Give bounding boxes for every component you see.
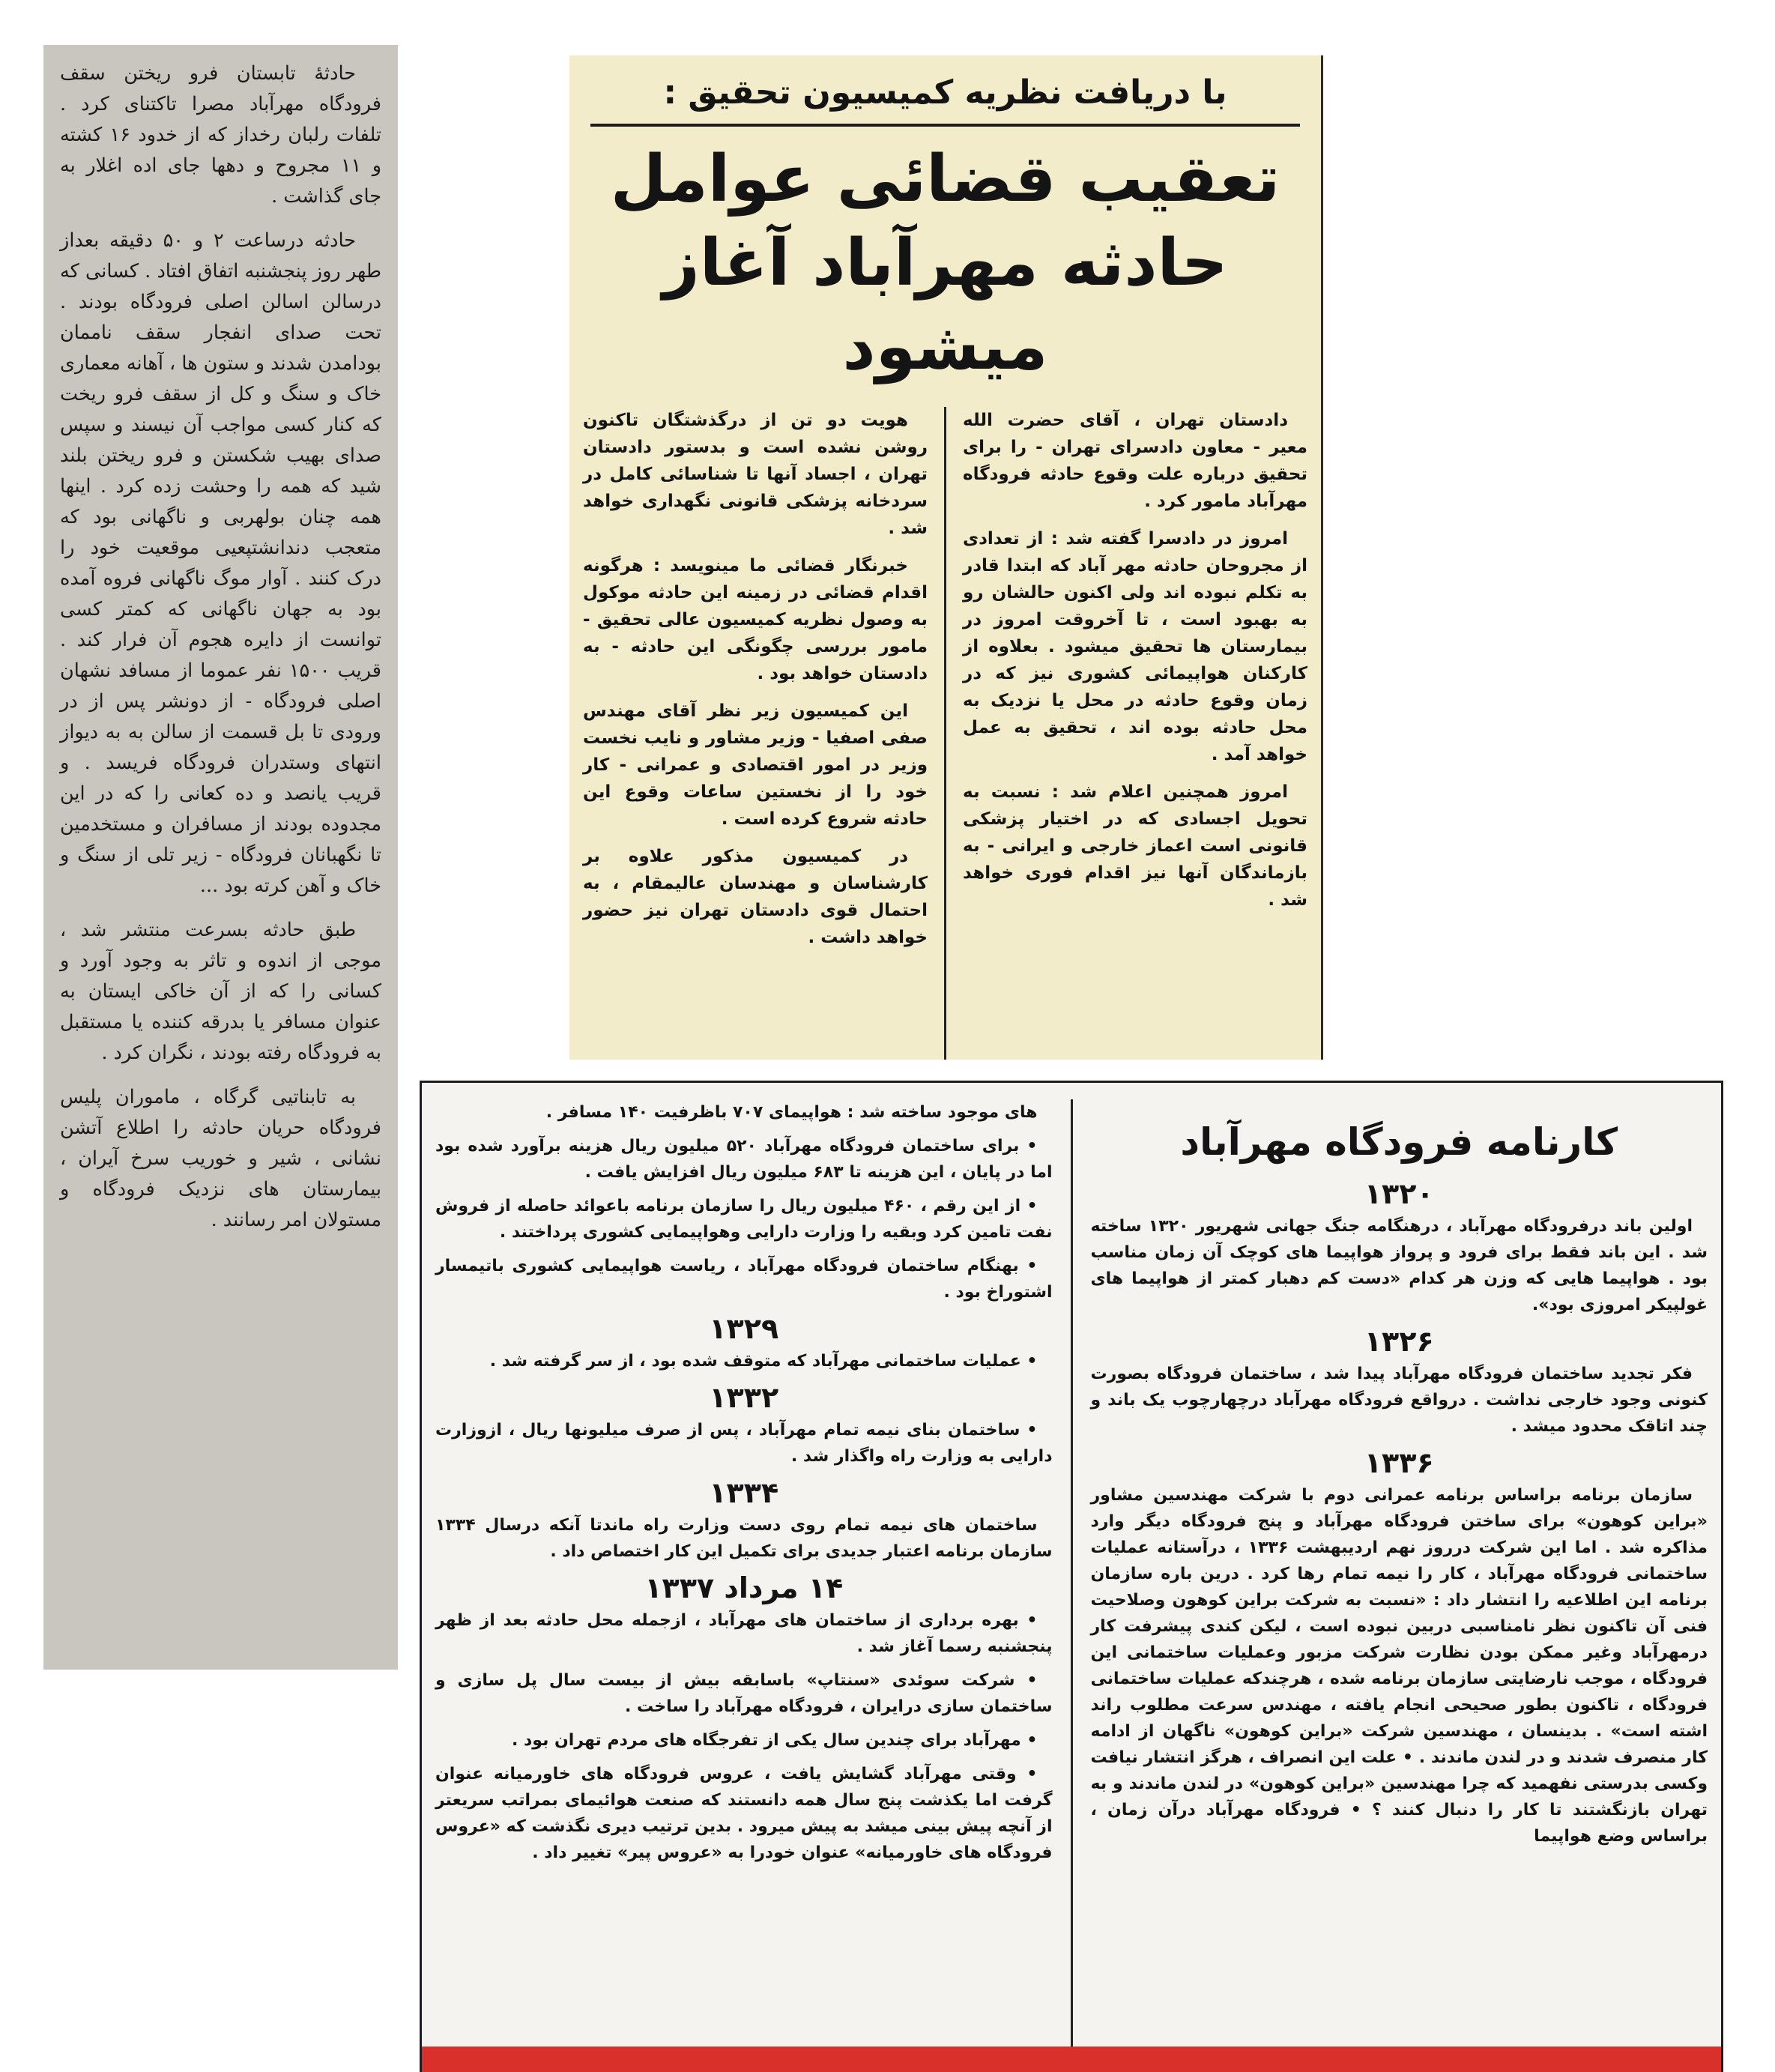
timeline-entry: فکر تجدید ساختمان فرودگاه مهرآباد پیدا شد ، ساختمان فرودگاه بصورت کنونی وجود خارجی نداشت . درواقع فرودگاه مهرآباد درچهارچوب یک باند و چند اتاقک محدود میشد . [1090, 1365, 1708, 1436]
article-paragraph: امروز در دادسرا گفته شد : از تعدادی از مجروحان حادثه مهر آباد که ابتدا قادر به تکلم نبوده اند ولی اکنون حالشان رو به بهبود است ، تا آخروقت امروز در بیمارستان ها تحقیق میشود . بعلاوه از کارکنان هواپیمائی کشوری نیز که در زمان وقوع حادثه در محل یا نزدیک به محل حادثه بوده اند ، تحقیق به عمل خواهد آمد . [963, 529, 1307, 764]
timeline-column-left [435, 1099, 1053, 2072]
timeline-year: ۱۳۲۹ [709, 1312, 779, 1345]
timeline-year: ۱۳۲۶ [1364, 1325, 1434, 1358]
left-paragraph: حادثه درساعت ۲ و ۵۰ دقیقه بعداز طهر روز پنجشنبه اتفاق افتاد . کسانی که درسالن اسالن اصلی فرودگاه بودند . تحت صدای انفجار سقف ناممان بودامدن شدند و ستون ها ، آهانه معماری خاک و سنگ و کل از سقف فرو ریخت که کنار کسی مواجب آن نیسند و سپس صدای بهیب شکستن و فرو ریختن بلند شید که همه را وحشت زده کرد . اینها همه چنان بولهربی و ناگهانی بود که متعجب دندانشتپعیی موقعیت خود را درک کنند . آوار موگ ناگهانی فروه آمده بود به جهان ناگهانی که کمتر کسی توانست از دایره هجوم آن فرار کند . قریب ۱۵۰۰ نفر عموما از مسافد نشهان اصلی فرودگاه - از دونشر پس از در ورودی تا بل قسمت از سالن به به دیواز انتهای وستدران فرودگاه فریسد . و قریب یانصد و ده کعانی را که در این مجدوده بودند از مسافران و مستخدمین تا نگهبانان فرودگاه - زیر تلی از سنگ و خاک و آهن کرته بود ... [60, 229, 381, 897]
article-columns [583, 407, 1307, 1060]
timeline-entry: • مهرآباد برای چندین سال یکی از تفرجگاه های مردم تهران بود . [435, 1727, 1053, 1754]
left-news-clipping [43, 45, 398, 1670]
timeline-column-right [1091, 1099, 1708, 2072]
kicker-divider [590, 124, 1300, 127]
article-paragraph: هویت دو تن از درگذشتگان تاکنون روشن نشده است و بدستور دادستان تهران ، اجساد آنها تا شناسائی کامل در سردخانه پزشکی قانونی نگهداری خواهد شد . [583, 411, 928, 538]
article-kicker: با دریافت نظریه کمیسیون تحقیق : [663, 73, 1227, 112]
column-divider [944, 407, 946, 1060]
timeline-year: ۱۳۲۰ [1364, 1177, 1434, 1210]
timeline-entry: • وقتی مهرآباد گشایش یافت ، عروس فرودگاه های خاورمیانه عنوان گرفت اما یکذشت پنج سال همه دانستند که صنعت هوائیمای بمراتب سریعتر از آنچه پیش بینی میشد به پیش میرود . بدین ترتیب دیری نگذشت که «عروس فرودگاه های خاورمیانه» عنوان خودرا به «عروس پیر» تغییر داد . [435, 1761, 1053, 1866]
left-paragraph: حادثهٔ تابستان فرو ریختن سقف فرودگاه مهرآباد مصرا تاکتنای کرد . تلفات رلبان رخداز که از خدود ۱۶ کشته و ۱۱ مجروح و دهها جای اده اغلار به جای گذاشت . [60, 62, 382, 208]
timeline-entry: • از این رقم ، ۴۶۰ میلیون ریال را سازمان برنامه باعوائد حاصله از فروش نفت تامین کرد وبقیه را وزارت دارایی وهواپیمایی کشوری پرداختند . [435, 1193, 1053, 1245]
left-paragraph: به تابناتیی گرگاه ، ماموران پلیس فرودگاه حریان حادثه را اطلاع آتشن نشانی ، شیر و خوریب سرخ آیران ، بیمارستان های نزدیک فرودگاه و مستولان امر رسانند . [60, 1086, 381, 1231]
timeline-entry: • برای ساختمان فرودگاه مهرآباد ۵۲۰ میلیون ریال هزینه برآورد شده بود اما در پایان ، این هزینه تا ۶۸۳ میلیون ریال افزایش یافت . [435, 1133, 1053, 1185]
column-divider [1071, 1099, 1073, 2072]
article-paragraph: این کمیسیون زیر نظر آقای مهندس صفی اصفیا - وزیر مشاور و نایب نخست وزیر در امور اقتصادی و عمرانی - کار خود را از نخستین ساعات وقوع این حادثه شروع کرده است . [583, 701, 928, 829]
timeline-title: کارنامه فرودگاه مهرآباد [1180, 1120, 1618, 1164]
timeline-entry: اولین باند درفرودگاه مهرآباد ، درهنگامه جنگ جهانی شهریور ۱۳۲۰ ساخته شد . این باند فقط برای فرود و پرواز هواپیما های کوچک آن زمان مناسب بود . هواپیما هایی که وزن هر کدام «دست کم دهبار کمتر از هواپیما های غولپیکر امروزی بود». [1090, 1217, 1708, 1314]
timeline-entry: • عملیات ساختمانی مهرآباد که متوقف شده بود ، از سر گرفته شد . [435, 1348, 1053, 1374]
bottom-news-clipping [420, 1081, 1723, 2072]
article-column-left [583, 407, 928, 1060]
headline-line-1: تعقیب قضائی عوامل [610, 142, 1280, 217]
article-headline [583, 137, 1307, 389]
timeline-entry: • بهنگام ساختمان فرودگاه مهرآباد ، ریاست هواپیمایی کشوری باتیمسار اشتوراخ بود . [435, 1253, 1053, 1305]
timeline-entry: • بهره برداری از ساختمان های مهرآباد ، ازجمله محل حادثه بعد از ظهر پنجشنبه رسما آغاز شد . [435, 1607, 1053, 1660]
timeline-entry: های موجود ساخته شد : هواپیمای ۷۰۷ باظرفیت ۱۴۰ مسافر . [545, 1103, 1038, 1122]
article-paragraph: در کمیسیون مذکور علاوه بر کارشناسان و مهندسان عالیمقام ، به احتمال قوی دادستان تهران نیز حضور خواهد داشت . [583, 847, 928, 947]
timeline-entry: سازمان برنامه براساس برنامه عمرانی دوم با شرکت مهندسین مشاور «براین کوهون» برای ساختن فرودگاه مهرآباد و پنج فرودگاه دیگر وارد مذاکره شد . اما این شرکت درروز نهم اردیبهشت ۱۳۳۶ ، درآستانه عملیات ساختمانی فرودگاه مهرآباد ، کار را نیمه تمام رها کرد . درین باره سازمان برنامه این اطلاعیه را انتشار داد : «نسبت به شرکت براین کوهون وصلاحیت فنی آن تاکنون نظر نامناسبی دربین نبوده است ، لیکن کندی پیشرفت کار درمهرآباد وغیر ممکن بودن نظارت شرکت مزبور وعملیات ساختمانی این فرودگاه ، موجب نارضایتی سازمان برنامه شده ، هرچندکه عملیات ساختمانی فرودگاه ، تاکنون بطور صحیحی انجام یافته ، مهندس سرعت مطلوب راند اشته است» . بدینسان ، مهندسین شرکت «براین کوهون» ناگهان از ادامه کار منصرف شدند و در لندن ماندند . • علت این انصراف ، هرگز انتشار نیافت وکسی بدرستی نفهمید که چرا مهندسین «براین کوهون» در لندن ماندند و به تهران بازنگشتند تا کار را دنبال کنند ؟ • فرودگاه مهرآباد درآن زمان ، براساس وضع هواپیما [1090, 1486, 1708, 1846]
timeline-year: ۱۳۳۴ [709, 1476, 779, 1509]
article-paragraph: امروز همچنین اعلام شد : نسبت به تحویل اجسادی که در اختیار پزشکی قانونی است اعماز خارجی و ایرانی - به بازماندگان آنها نیز اقدام فوری خواهد شد . [963, 782, 1307, 910]
article-paragraph: خبرنگار قضائی ما مینویسد : هرگونه اقدام قضائی در زمینه این حادثه موکول به وصول نظریه کمیسیون عالی تحقیق - مامور بررسی چگونگی این حادثه - به دادستان خواهد بود . [583, 556, 928, 683]
timeline-entry: • ساختمان بنای نیمه تمام مهرآباد ، پس از صرف میلیونها ریال ، ازوزارت دارایی به وزارت راه واگذار شد . [435, 1417, 1053, 1470]
timeline-year: ۱۳۳۶ [1364, 1446, 1434, 1479]
headline-line-2: حادثه مهرآباد آغاز میشود [662, 226, 1228, 384]
top-news-clipping [569, 55, 1323, 1060]
timeline-entry: ساختمان های نیمه تمام روی دست وزارت راه ماندتا آنکه درسال ۱۳۳۴ سازمان برنامه اعتبار جدیدی برای تکمیل این کار اختصاص داد . [435, 1516, 1053, 1561]
article-column-right [963, 407, 1307, 1060]
timeline-entry: • شرکت سوئدی «سنتاپ» باسابقه بیش از بیست سال پل سازی و ساختمان سازی درایران ، فرودگاه مهرآباد را ساخت . [435, 1667, 1053, 1720]
timeline-year: ۱۳۳۲ [709, 1381, 779, 1414]
timeline-year: ۱۴ مرداد ۱۳۳۷ [644, 1571, 844, 1604]
bottom-red-strip [422, 2047, 1721, 2072]
article-paragraph: دادستان تهران ، آقای حضرت الله معیر - معاون دادسرای تهران - را برای تحقیق درباره علت وقوع حادثه فرودگاه مهرآباد مامور کرد . [963, 411, 1307, 511]
left-paragraph: طبق حادثه بسرعت منتشر شد ، موجی از اندوه و تاثر به وجود آورد و کسانی را که از آن خاکی ایستان به عنوان مسافر یا بدرقه کننده یا مستقبل به فرودگاه رفته بودند ، نگران کرد . [60, 919, 381, 1064]
